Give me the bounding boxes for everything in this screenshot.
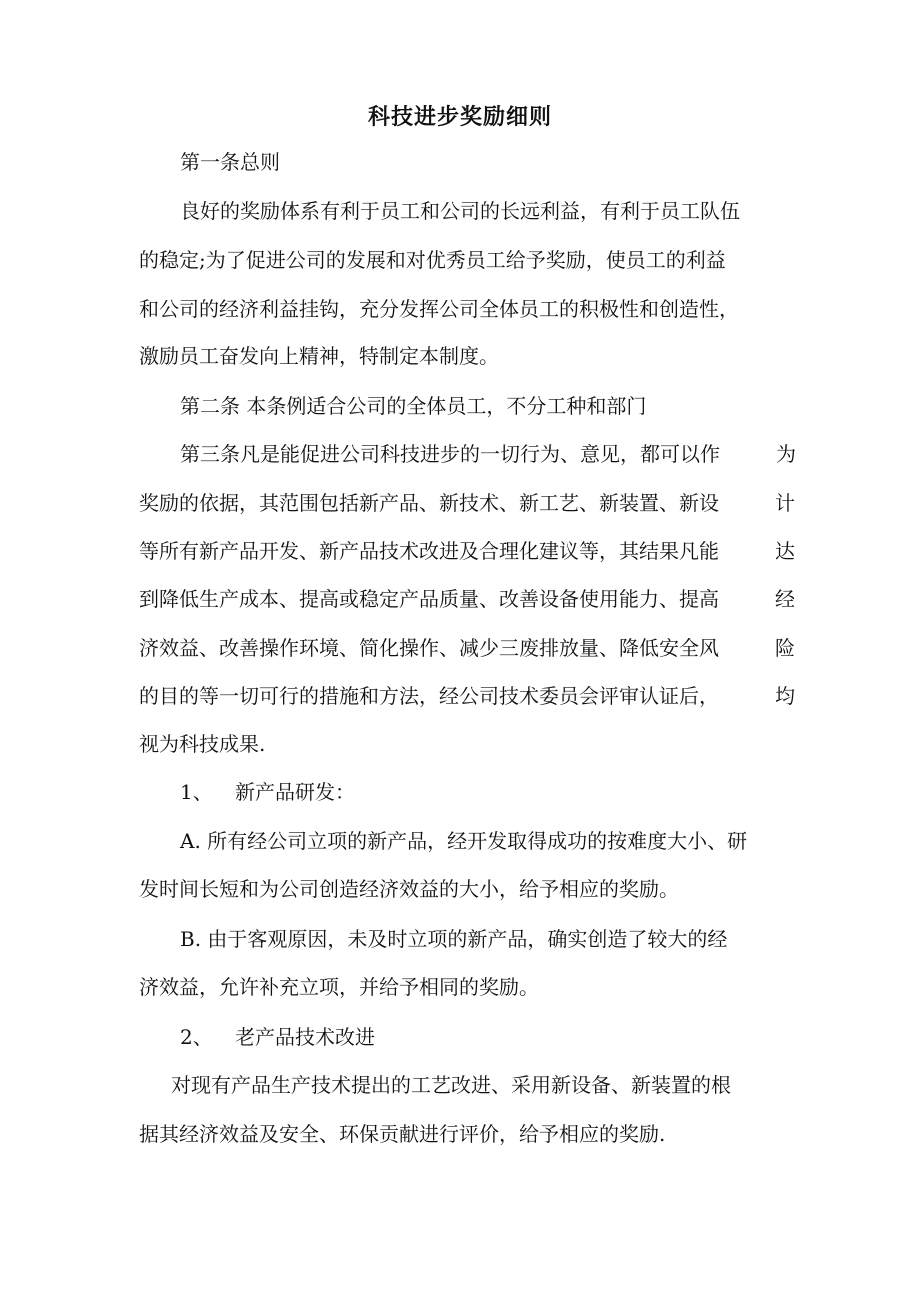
article3-line-4-tail: 经 xyxy=(775,587,795,611)
article3-line-1-main: 第三条凡是能促进公司科技进步的一切行为、意见，都可以作 xyxy=(180,442,720,466)
itemA-line-2: 发时间长短和为公司创造经济效益的大小，给予相应的奖励。 xyxy=(139,877,679,901)
article3-line-5-main: 济效益、改善操作环境、简化操作、减少三废排放量、降低安全风 xyxy=(139,636,719,660)
article3-line-2-main: 奖励的依据，其范围包括新产品、新技术、新工艺、新装置、新设 xyxy=(139,491,719,515)
article1-line-3: 和公司的经济利益挂钩，充分发挥公司全体员工的积极性和创造性， xyxy=(139,297,739,321)
itemA-line-1: A. 所有经公司立项的新产品，经开发取得成功的按难度大小、研 xyxy=(180,829,748,853)
article2-text: 第二条 本条例适合公司的全体员工，不分工种和部门 xyxy=(180,394,647,418)
article1-line-4: 激励员工奋发向上精神，特制定本制度。 xyxy=(139,344,499,368)
article1-line-2: 的稳定;为了促进公司的发展和对优秀员工给予奖励，使员工的利益 xyxy=(139,248,726,272)
item1-label: 新产品研发： xyxy=(235,780,355,804)
article3-line-6-main: 的目的等一切可行的措施和方法，经公司技术委员会评审认证后， xyxy=(139,684,719,708)
article3-line-4-main: 到降低生产成本、提高或稳定产品质量、改善设备使用能力、提高 xyxy=(139,587,719,611)
item2-line-2: 据其经济效益及安全、环保贡献进行评价，给予相应的奖励. xyxy=(139,1122,666,1146)
article3-line-5-tail: 险 xyxy=(775,636,795,660)
article3-line-3 xyxy=(139,537,795,565)
itemB-line-2: 济效益，允许补充立项，并给予相同的奖励。 xyxy=(139,975,539,999)
article3-line-4 xyxy=(139,585,795,613)
article3-line-1-tail: 为 xyxy=(776,442,796,466)
document-title: 科技进步奖励细则 xyxy=(367,104,552,130)
article3-line-6-tail: 均 xyxy=(775,684,795,708)
article3-line-3-main: 等所有新产品开发、新产品技术改进及合理化建议等，其结果凡能 xyxy=(139,539,719,563)
item1-number: 1、 xyxy=(180,780,213,804)
article3-line-1 xyxy=(180,440,796,468)
item2-number: 2、 xyxy=(180,1025,213,1049)
article3-line-2 xyxy=(139,489,795,517)
itemB-line-1: B. 由于客观原因，未及时立项的新产品，确实创造了较大的经 xyxy=(180,927,728,951)
article3-line-2-tail: 计 xyxy=(775,491,795,515)
item2-line-1: 对现有产品生产技术提出的工艺改进、采用新设备、新装置的根 xyxy=(171,1073,731,1097)
item2-label: 老产品技术改进 xyxy=(235,1025,375,1049)
article3-line-5 xyxy=(139,634,795,662)
article1-line-1: 良好的奖励体系有利于员工和公司的长远利益，有利于员工队伍 xyxy=(180,199,740,223)
article3-line-6 xyxy=(139,682,795,710)
article1-heading: 第一条总则 xyxy=(180,150,280,174)
article3-line-7: 视为科技成果. xyxy=(139,732,266,756)
article3-line-3-tail: 达 xyxy=(775,539,795,563)
